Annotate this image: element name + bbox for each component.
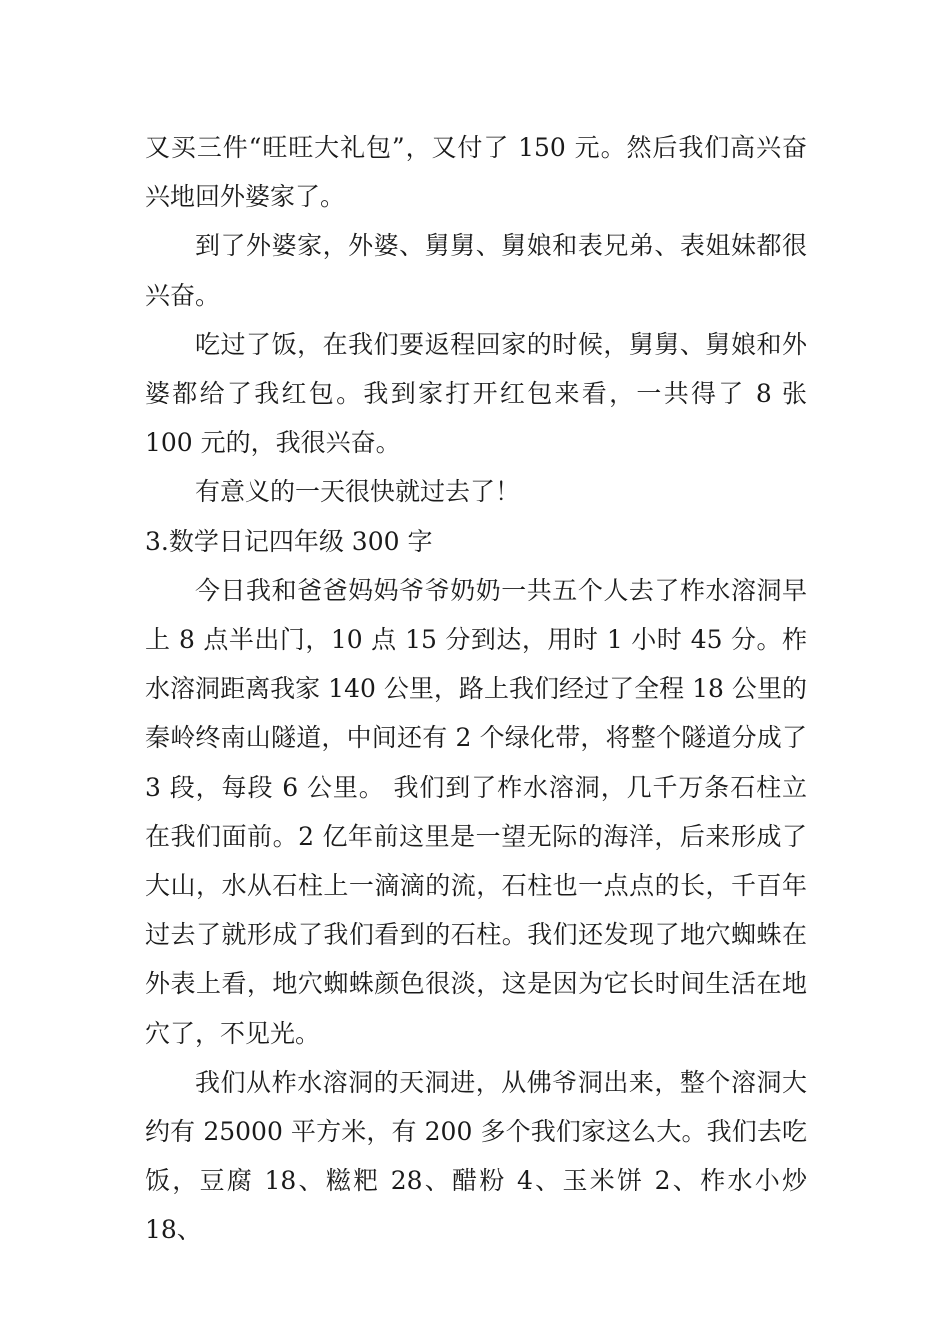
paragraph-cave-exit: 我们从柞水溶洞的天洞进，从佛爷洞出来，整个溶洞大约有 25000 平方米，有 200 多个我们家这么大。我们去吃饭，豆腐 18、糍粑 28、醋粉 4、玉米饼 2、柞水小炒 18、 (145, 1067, 807, 1245)
paragraph-red-envelope: 吃过了饭，在我们要返程回家的时候，舅舅、舅娘和外婆都给了我红包。我到家打开红包来看，一共得了 8 张 100 元的，我很兴奋。 (145, 329, 807, 458)
section-heading: 3.数学日记四年级 300 字 (145, 526, 433, 556)
paragraph-arrival: 到了外婆家，外婆、舅舅、舅娘和表兄弟、表姐妹都很兴奋。 (145, 231, 807, 310)
paragraph-cave-trip: 今日我和爸爸妈妈爷爷奶奶一共五个人去了柞水溶洞早上 8 点半出门，10 点 15 分到达，用时 1 小时 45 分。柞水溶洞距离我家 140 公里，路上我们经过了全程 18 公里的秦岭终南山隧道，中间还有 2 个绿化带，将整个隧道分成了 3 段，每段 6 公里。 我们到了柞水溶洞，几千万条石柱立在我们面前。2 亿年前这里是一望无际的海洋，后来形成了大山，水从石柱上一滴滴的流，石柱也一点点的长，千百年过去了就形成了我们看到的石柱。我们还发现了地穴蜘蛛在外表上看，地穴蜘蛛颜色很淡，这是因为它长时间生活在地穴了，不见光。 (145, 575, 807, 1048)
paragraph-continuation: 又买三件“旺旺大礼包”，又付了 150 元。然后我们高兴奋兴地回外婆家了。 (145, 133, 807, 212)
document-body (145, 123, 807, 1255)
paragraph-day-end: 有意义的一天很快就过去了！ (195, 477, 521, 507)
